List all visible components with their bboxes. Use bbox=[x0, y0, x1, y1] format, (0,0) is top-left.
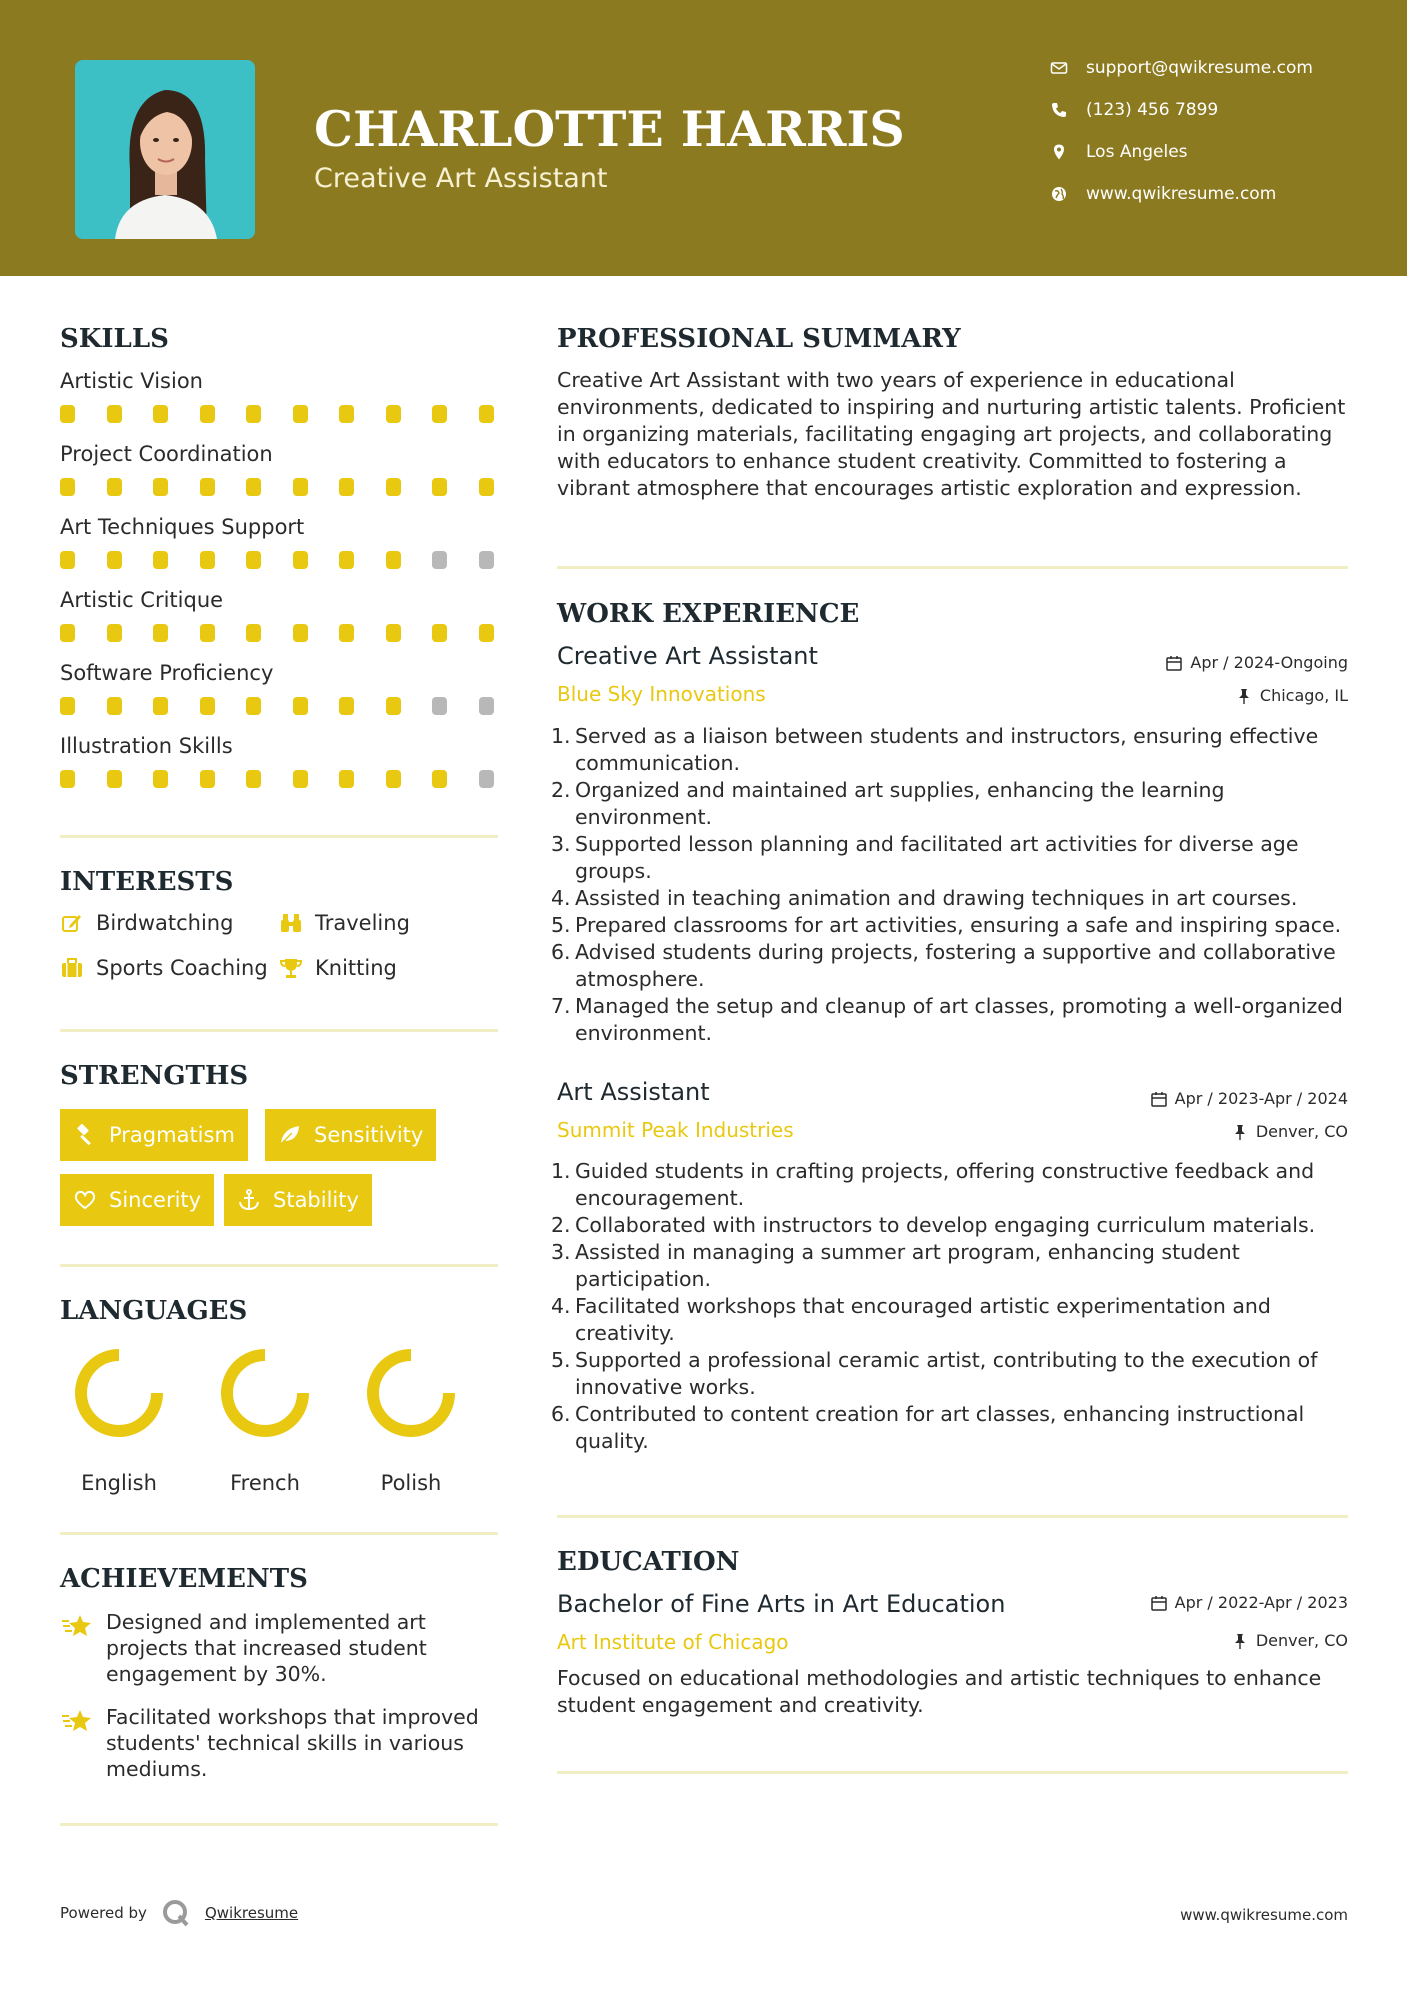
binoculars-icon bbox=[279, 911, 303, 935]
list-item: 1. Served as a liaison between students and instructors, ensuring effective communication. bbox=[551, 723, 1351, 777]
rating-dot-filled bbox=[107, 405, 122, 423]
list-item: 2. Collaborated with instructors to develop engaging curriculum materials. bbox=[551, 1213, 1316, 1237]
language-gauge bbox=[215, 1343, 315, 1443]
list-item: 7. Managed the setup and cleanup of art classes, promoting a well-organized environment. bbox=[551, 993, 1351, 1047]
company-name: Summit Peak Industries bbox=[557, 1118, 794, 1142]
language-item bbox=[361, 1343, 461, 1495]
rating-dot-filled bbox=[200, 770, 215, 788]
rating-dot-filled bbox=[60, 405, 75, 423]
trophy-icon bbox=[279, 956, 303, 980]
rating-dot-filled bbox=[60, 478, 75, 496]
contact-location-text: Los Angeles bbox=[1086, 142, 1188, 162]
skill-rating bbox=[60, 478, 500, 496]
bullet-text: Prepared classrooms for art activities, ensuring a safe and inspiring space. bbox=[575, 913, 1342, 937]
job-location-text: Chicago, IL bbox=[1259, 686, 1348, 705]
job-dates bbox=[1166, 653, 1348, 672]
rating-dot-filled bbox=[246, 770, 261, 788]
rating-dot-filled bbox=[339, 624, 354, 642]
contact-email-text: support@qwikresume.com bbox=[1086, 58, 1313, 78]
job-location bbox=[1236, 686, 1348, 705]
gavel-icon bbox=[73, 1123, 97, 1147]
skill-name: Project Coordination bbox=[60, 442, 273, 466]
anchor-icon bbox=[237, 1188, 261, 1212]
rating-dot-filled bbox=[386, 551, 401, 569]
rating-dot-filled bbox=[153, 697, 168, 715]
education-description: Focused on educational methodologies and artistic techniques to enhance student engagement and creativity. bbox=[557, 1666, 1322, 1717]
rating-dot-filled bbox=[200, 478, 215, 496]
job-title: Art Assistant bbox=[557, 1078, 710, 1106]
rating-dot-filled bbox=[60, 551, 75, 569]
interest-item bbox=[60, 956, 268, 980]
education-location bbox=[1232, 1631, 1348, 1650]
rating-dot-filled bbox=[200, 697, 215, 715]
calendar-icon bbox=[1151, 1091, 1167, 1107]
skill-rating bbox=[60, 405, 500, 423]
list-item: 5. Prepared classrooms for art activities, ensuring a safe and inspiring space. bbox=[551, 913, 1342, 937]
achievement-item bbox=[60, 1704, 500, 1782]
job-dates-text: Apr / 2023-Apr / 2024 bbox=[1174, 1089, 1348, 1108]
globe-icon bbox=[1050, 185, 1068, 203]
list-item: 6. Advised students during projects, fostering a supportive and collaborative atmosphere. bbox=[551, 939, 1351, 993]
rating-dot-filled bbox=[432, 405, 447, 423]
section-divider bbox=[60, 1532, 498, 1535]
strengths-heading: STRENGTHS bbox=[60, 1061, 249, 1091]
language-gauge bbox=[361, 1343, 461, 1443]
list-item: 3. Supported lesson planning and facilitated art activities for diverse age groups. bbox=[551, 831, 1351, 885]
candidate-role: Creative Art Assistant bbox=[314, 163, 608, 194]
school-name: Art Institute of Chicago bbox=[557, 1630, 789, 1654]
language-name: Polish bbox=[380, 1471, 442, 1495]
rating-dot-filled bbox=[107, 697, 122, 715]
rating-dot-filled bbox=[432, 478, 447, 496]
list-item: 5. Supported a professional ceramic artist, contributing to the execution of innovative works. bbox=[551, 1347, 1351, 1401]
language-level-arc bbox=[373, 1355, 449, 1431]
bullet-text: Guided students in crafting projects, offering constructive feedback and encouragement. bbox=[575, 1159, 1315, 1210]
skills-heading: SKILLS bbox=[60, 324, 169, 354]
list-item: 1. Guided students in crafting projects, offering constructive feedback and encouragement. bbox=[551, 1158, 1351, 1212]
language-item bbox=[215, 1343, 315, 1495]
achievement-text: Designed and implemented art projects that increased student engagement by 30%. bbox=[106, 1610, 427, 1686]
candidate-name: CHARLOTTE HARRIS bbox=[314, 100, 905, 158]
company-name: Blue Sky Innovations bbox=[557, 682, 766, 706]
languages-heading: LANGUAGES bbox=[60, 1296, 248, 1326]
calendar-icon bbox=[1151, 1595, 1167, 1611]
powered-by-text: Powered by bbox=[60, 1904, 147, 1922]
section-divider bbox=[60, 1264, 498, 1267]
rating-dot-filled bbox=[107, 770, 122, 788]
rating-dot-filled bbox=[246, 551, 261, 569]
rating-dot-empty bbox=[479, 770, 494, 788]
rating-dot-filled bbox=[339, 405, 354, 423]
achievement-text: Facilitated workshops that improved students' technical skills in various mediums. bbox=[106, 1705, 479, 1781]
section-divider bbox=[60, 1823, 498, 1826]
rating-dot-filled bbox=[339, 478, 354, 496]
bullet-text: Advised students during projects, fostering a supportive and collaborative atmosphere. bbox=[575, 940, 1336, 991]
education-heading: EDUCATION bbox=[557, 1547, 740, 1577]
list-item: 6. Contributed to content creation for art classes, enhancing instructional quality. bbox=[551, 1401, 1351, 1455]
job-responsibilities bbox=[551, 723, 1351, 1047]
strength-label: Stability bbox=[273, 1188, 359, 1212]
rating-dot-filled bbox=[60, 770, 75, 788]
profile-photo bbox=[75, 60, 255, 239]
rating-dot-filled bbox=[293, 405, 308, 423]
rating-dot-filled bbox=[386, 624, 401, 642]
calendar-icon bbox=[1166, 655, 1182, 671]
rating-dot-filled bbox=[153, 551, 168, 569]
bullet-text: Contributed to content creation for art classes, enhancing instructional quality. bbox=[575, 1402, 1305, 1453]
footer-website[interactable]: www.qwikresume.com bbox=[1180, 1906, 1348, 1924]
map-marker-icon bbox=[1050, 143, 1068, 161]
rating-dot-empty bbox=[479, 697, 494, 715]
rating-dot-filled bbox=[432, 770, 447, 788]
section-divider bbox=[60, 1029, 498, 1032]
rating-dot-filled bbox=[293, 551, 308, 569]
skill-name: Artistic Vision bbox=[60, 369, 203, 393]
skill-name: Software Proficiency bbox=[60, 661, 274, 685]
rating-dot-filled bbox=[479, 478, 494, 496]
rating-dot-filled bbox=[293, 478, 308, 496]
rating-dot-filled bbox=[153, 405, 168, 423]
strength-label: Sincerity bbox=[109, 1188, 202, 1212]
skill-rating bbox=[60, 770, 500, 788]
bullet-text: Organized and maintained art supplies, enhancing the learning environment. bbox=[575, 778, 1225, 829]
skill-name: Artistic Critique bbox=[60, 588, 224, 612]
section-divider bbox=[557, 1515, 1348, 1518]
briefcase-icon bbox=[60, 956, 84, 980]
language-name: English bbox=[81, 1471, 157, 1495]
rating-dot-filled bbox=[386, 770, 401, 788]
contact-email[interactable] bbox=[1050, 58, 1313, 78]
rating-dot-empty bbox=[479, 551, 494, 569]
phone-icon bbox=[1050, 101, 1068, 119]
pushpin-icon bbox=[1232, 1124, 1248, 1140]
strength-tag bbox=[224, 1174, 372, 1226]
contact-website[interactable] bbox=[1050, 184, 1276, 204]
skill-rating bbox=[60, 697, 500, 715]
list-item: 3. Assisted in managing a summer art program, enhancing student participation. bbox=[551, 1239, 1351, 1293]
skill-rating bbox=[60, 624, 500, 642]
rating-dot-filled bbox=[339, 770, 354, 788]
rating-dot-filled bbox=[200, 551, 215, 569]
summary-heading: PROFESSIONAL SUMMARY bbox=[557, 324, 961, 354]
bullet-text: Assisted in teaching animation and drawing techniques in art courses. bbox=[575, 886, 1298, 910]
rating-dot-filled bbox=[246, 405, 261, 423]
section-divider bbox=[60, 835, 498, 838]
strength-label: Sensitivity bbox=[314, 1123, 424, 1147]
achievements-heading: ACHIEVEMENTS bbox=[60, 1564, 308, 1594]
rating-dot-filled bbox=[246, 697, 261, 715]
rating-dot-filled bbox=[60, 697, 75, 715]
portrait-image bbox=[75, 60, 255, 239]
rating-dot-filled bbox=[293, 697, 308, 715]
envelope-icon bbox=[1050, 59, 1068, 77]
bullet-text: Supported a professional ceramic artist, contributing to the execution of innovative works. bbox=[575, 1348, 1318, 1399]
rating-dot-filled bbox=[479, 405, 494, 423]
job-title: Creative Art Assistant bbox=[557, 642, 818, 670]
rating-dot-filled bbox=[107, 624, 122, 642]
rating-dot-filled bbox=[293, 624, 308, 642]
interest-item bbox=[60, 911, 233, 935]
rating-dot-filled bbox=[432, 624, 447, 642]
rating-dot-empty bbox=[432, 697, 447, 715]
rating-dot-filled bbox=[60, 624, 75, 642]
contact-website-text: www.qwikresume.com bbox=[1086, 184, 1277, 204]
language-item bbox=[69, 1343, 169, 1495]
rating-dot-filled bbox=[107, 478, 122, 496]
skill-rating bbox=[60, 551, 500, 569]
rating-dot-filled bbox=[153, 624, 168, 642]
interest-item bbox=[279, 956, 397, 980]
job-location bbox=[1232, 1122, 1348, 1141]
achievement-item bbox=[60, 1609, 500, 1687]
contact-phone-text: (123) 456 7899 bbox=[1086, 100, 1219, 120]
interest-item bbox=[279, 911, 410, 935]
section-divider bbox=[557, 566, 1348, 569]
star-badge-icon bbox=[60, 1704, 94, 1738]
rating-dot-filled bbox=[386, 405, 401, 423]
section-divider bbox=[557, 1771, 1348, 1774]
strength-tag bbox=[265, 1109, 436, 1161]
rating-dot-filled bbox=[200, 405, 215, 423]
interest-label: Sports Coaching bbox=[96, 956, 268, 980]
education-dates bbox=[1151, 1593, 1348, 1612]
strength-label: Pragmatism bbox=[109, 1123, 235, 1147]
rating-dot-empty bbox=[432, 551, 447, 569]
pencil-square-icon bbox=[60, 911, 84, 935]
bullet-text: Served as a liaison between students and instructors, ensuring effective communication. bbox=[575, 724, 1319, 775]
degree-title: Bachelor of Fine Arts in Art Education bbox=[557, 1590, 1006, 1618]
rating-dot-filled bbox=[246, 478, 261, 496]
skill-name: Illustration Skills bbox=[60, 734, 233, 758]
bullet-text: Collaborated with instructors to develop engaging curriculum materials. bbox=[575, 1213, 1316, 1237]
strength-tag bbox=[60, 1109, 248, 1161]
job-responsibilities bbox=[551, 1158, 1351, 1455]
language-name: French bbox=[230, 1471, 300, 1495]
header-banner bbox=[0, 0, 1407, 276]
rating-dot-filled bbox=[200, 624, 215, 642]
heart-icon bbox=[73, 1188, 97, 1212]
pushpin-icon bbox=[1236, 688, 1252, 704]
list-item: 2. Organized and maintained art supplies, enhancing the learning environment. bbox=[551, 777, 1351, 831]
rating-dot-filled bbox=[293, 770, 308, 788]
star-badge-icon bbox=[60, 1609, 94, 1643]
language-level-arc bbox=[227, 1355, 303, 1431]
rating-dot-filled bbox=[107, 551, 122, 569]
contact-phone[interactable] bbox=[1050, 100, 1218, 120]
pushpin-icon bbox=[1232, 1633, 1248, 1649]
rating-dot-filled bbox=[479, 624, 494, 642]
footer-powered-by bbox=[60, 1898, 298, 1928]
education-dates-text: Apr / 2022-Apr / 2023 bbox=[1174, 1593, 1348, 1612]
job-dates bbox=[1151, 1089, 1348, 1108]
bullet-text: Assisted in managing a summer art program, enhancing student participation. bbox=[575, 1240, 1240, 1291]
skill-name: Art Techniques Support bbox=[60, 515, 305, 539]
interest-label: Birdwatching bbox=[96, 911, 234, 935]
brand-link[interactable]: Qwikresume bbox=[204, 1904, 299, 1922]
rating-dot-filled bbox=[339, 551, 354, 569]
list-item: 4. Facilitated workshops that encouraged artistic experimentation and creativity. bbox=[551, 1293, 1351, 1347]
rating-dot-filled bbox=[386, 697, 401, 715]
job-location-text: Denver, CO bbox=[1255, 1122, 1348, 1141]
bullet-text: Managed the setup and cleanup of art classes, promoting a well-organized environment. bbox=[575, 994, 1343, 1045]
bullet-text: Facilitated workshops that encouraged artistic experimentation and creativity. bbox=[575, 1294, 1271, 1345]
interest-label: Traveling bbox=[315, 911, 410, 935]
rating-dot-filled bbox=[339, 697, 354, 715]
qwikresume-logo-icon bbox=[161, 1898, 191, 1928]
rating-dot-filled bbox=[153, 770, 168, 788]
language-level-arc bbox=[81, 1355, 157, 1431]
rating-dot-filled bbox=[386, 478, 401, 496]
language-gauge bbox=[69, 1343, 169, 1443]
list-item: 4. Assisted in teaching animation and drawing techniques in art courses. bbox=[551, 886, 1298, 910]
summary-text: Creative Art Assistant with two years of experience in educational environments, dedicated to inspiring and nurturing artistic talents. Proficient in organizing materials, facilitating engaging art projects, and collaborating with educators to enhance student creativity. Committed to fostering a vibrant atmosphere that encourages artistic exploration and expression. bbox=[557, 368, 1346, 500]
bullet-text: Supported lesson planning and facilitated art activities for diverse age groups. bbox=[575, 832, 1299, 883]
strength-tag bbox=[60, 1174, 214, 1226]
interests-heading: INTERESTS bbox=[60, 867, 234, 897]
rating-dot-filled bbox=[246, 624, 261, 642]
education-location-text: Denver, CO bbox=[1255, 1631, 1348, 1650]
interest-label: Knitting bbox=[315, 956, 397, 980]
contact-location bbox=[1050, 142, 1188, 162]
job-dates-text: Apr / 2024-Ongoing bbox=[1190, 653, 1348, 672]
experience-heading: WORK EXPERIENCE bbox=[557, 599, 860, 629]
rating-dot-filled bbox=[153, 478, 168, 496]
leaf-icon bbox=[278, 1123, 302, 1147]
